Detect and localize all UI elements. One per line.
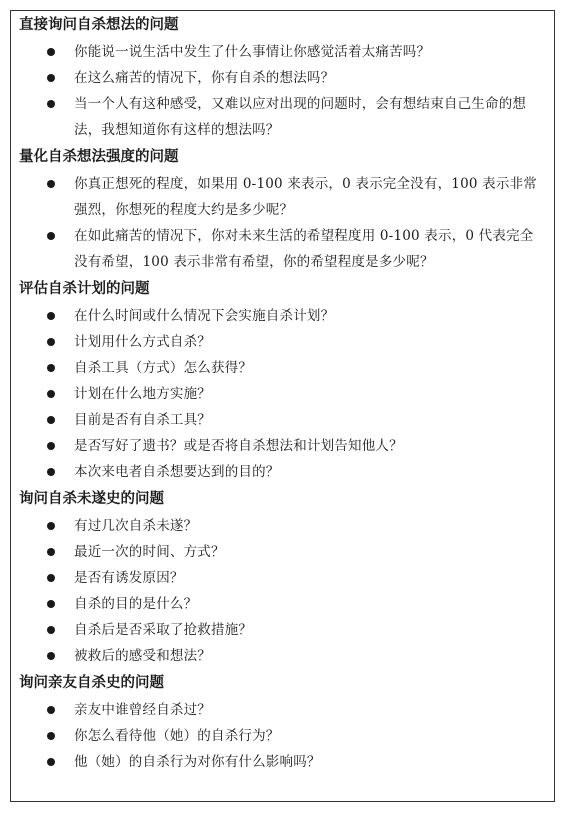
list-item bbox=[19, 723, 547, 749]
bullet-icon bbox=[47, 574, 55, 582]
list-item bbox=[19, 91, 547, 143]
list-item bbox=[19, 223, 547, 275]
list-item bbox=[19, 171, 547, 223]
bullet-icon bbox=[47, 548, 55, 556]
bullet-icon bbox=[47, 74, 55, 82]
section-title: 询问自杀未遂史的问题 bbox=[19, 490, 164, 507]
section-intensity bbox=[19, 147, 547, 275]
bullet-icon bbox=[47, 600, 55, 608]
list-item bbox=[19, 513, 547, 539]
bullet-icon bbox=[47, 468, 55, 476]
list-item bbox=[19, 355, 547, 381]
item-text: 自杀后是否采取了抢救措施？ bbox=[74, 622, 253, 638]
item-text: 有过几次自杀未遂？ bbox=[74, 518, 198, 534]
list-item bbox=[19, 539, 547, 565]
bullet-icon bbox=[47, 652, 55, 660]
bullet-icon bbox=[47, 100, 55, 108]
section-items bbox=[19, 303, 547, 485]
item-text: 自杀的目的是什么？ bbox=[74, 596, 198, 612]
item-text: 在如此痛苦的情况下，你对未来生活的希望程度用 0-100 表示，0 代表完全没有希望，100 表示非常有希望，你的希望程度是多少呢？ bbox=[74, 228, 534, 270]
section-direct bbox=[19, 15, 547, 143]
item-text: 在这么痛苦的情况下，你有自杀的想法吗？ bbox=[74, 70, 335, 86]
list-item bbox=[19, 381, 547, 407]
list-item bbox=[19, 591, 547, 617]
item-text: 你怎么看待他（她）的自杀行为？ bbox=[74, 728, 280, 744]
list-item bbox=[19, 407, 547, 433]
bullet-icon bbox=[47, 338, 55, 346]
section-title: 评估自杀计划的问题 bbox=[19, 280, 150, 297]
item-text: 目前是否有自杀工具？ bbox=[74, 412, 211, 428]
section-title: 量化自杀想法强度的问题 bbox=[19, 148, 179, 165]
list-item bbox=[19, 565, 547, 591]
list-item bbox=[19, 303, 547, 329]
bullet-icon bbox=[47, 522, 55, 530]
list-item bbox=[19, 39, 547, 65]
item-text: 你能说一说生活中发生了什么事情让你感觉活着太痛苦吗？ bbox=[74, 44, 431, 60]
question-list bbox=[19, 15, 547, 779]
bullet-icon bbox=[47, 312, 55, 320]
bullet-icon bbox=[47, 758, 55, 766]
item-text: 亲友中谁曾经自杀过？ bbox=[74, 702, 211, 718]
bullet-icon bbox=[47, 48, 55, 56]
section-title: 询问亲友自杀史的问题 bbox=[19, 674, 164, 691]
item-text: 是否写好了遗书？或是否将自杀想法和计划告知他人？ bbox=[74, 438, 403, 454]
list-item bbox=[19, 329, 547, 355]
item-text: 计划用什么方式自杀？ bbox=[74, 334, 211, 350]
bullet-icon bbox=[47, 416, 55, 424]
bullet-icon bbox=[47, 180, 55, 188]
item-text: 在什么时间或什么情况下会实施自杀计划？ bbox=[74, 308, 335, 324]
item-text: 你真正想死的程度，如果用 0-100 来表示，0 表示完全没有，100 表示非常强烈，你想死的程度大约是多少呢？ bbox=[74, 176, 537, 218]
list-item bbox=[19, 749, 547, 775]
section-attempt-history bbox=[19, 489, 547, 669]
list-item bbox=[19, 459, 547, 485]
list-item bbox=[19, 697, 547, 723]
item-text: 最近一次的时间、方式？ bbox=[74, 544, 225, 560]
section-items bbox=[19, 171, 547, 275]
list-item bbox=[19, 617, 547, 643]
item-text: 被救后的感受和想法？ bbox=[74, 648, 211, 664]
section-title: 直接询问自杀想法的问题 bbox=[19, 16, 179, 33]
list-item bbox=[19, 65, 547, 91]
section-items bbox=[19, 513, 547, 669]
bullet-icon bbox=[47, 442, 55, 450]
item-text: 当一个人有这种感受，又难以应对出现的问题时，会有想结束自己生命的想法，我想知道你有这样的想法吗？ bbox=[74, 96, 527, 138]
item-text: 本次来电者自杀想要达到的目的？ bbox=[74, 464, 280, 480]
bullet-icon bbox=[47, 626, 55, 634]
list-item bbox=[19, 433, 547, 459]
bullet-icon bbox=[47, 706, 55, 714]
item-text: 是否有诱发原因？ bbox=[74, 570, 184, 586]
bullet-icon bbox=[47, 390, 55, 398]
section-items bbox=[19, 39, 547, 143]
item-text: 他（她）的自杀行为对你有什么影响吗？ bbox=[74, 754, 321, 770]
bullet-icon bbox=[47, 232, 55, 240]
bullet-icon bbox=[47, 732, 55, 740]
section-items bbox=[19, 697, 547, 775]
section-plan bbox=[19, 279, 547, 485]
section-family-history bbox=[19, 673, 547, 775]
item-text: 计划在什么地方实施？ bbox=[74, 386, 211, 402]
list-item bbox=[19, 643, 547, 669]
item-text: 自杀工具（方式）怎么获得？ bbox=[74, 360, 253, 376]
bullet-icon bbox=[47, 364, 55, 372]
